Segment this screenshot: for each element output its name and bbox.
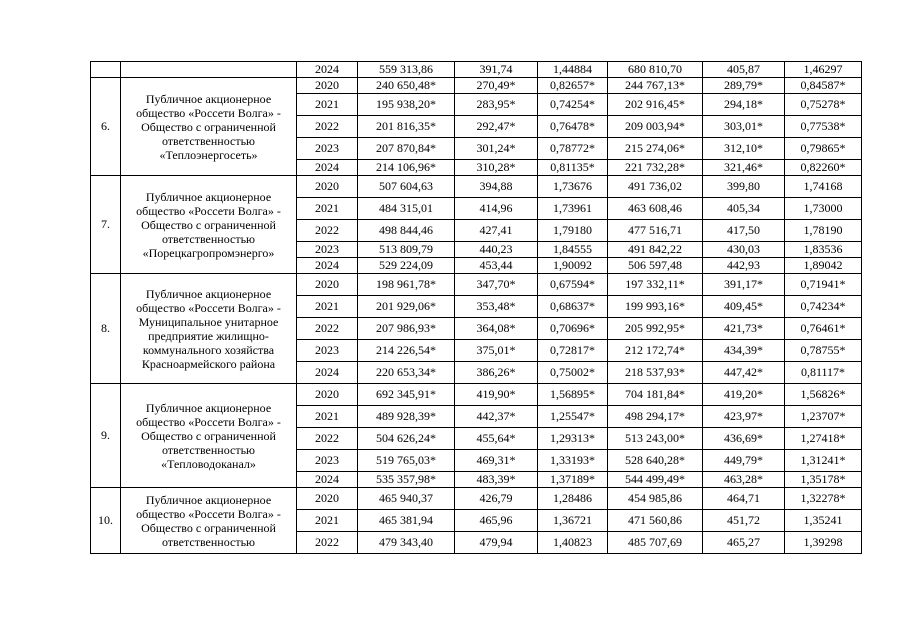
value-cell: 1,32278*: [785, 488, 862, 510]
row-number-cell: 9.: [91, 384, 121, 488]
value-cell: 1,27418*: [785, 428, 862, 450]
year-cell: 2020: [297, 78, 358, 94]
value-cell: 465 940,37: [358, 488, 455, 510]
value-cell: 0,68637*: [538, 296, 608, 318]
value-cell: 414,96: [455, 198, 538, 220]
value-cell: 303,01*: [703, 116, 785, 138]
year-cell: 2021: [297, 510, 358, 532]
value-cell: 301,24*: [455, 138, 538, 160]
value-cell: 347,70*: [455, 274, 538, 296]
value-cell: 391,74: [455, 62, 538, 78]
year-cell: 2024: [297, 472, 358, 488]
value-cell: 198 961,78*: [358, 274, 455, 296]
value-cell: 0,82260*: [785, 160, 862, 176]
value-cell: 419,20*: [703, 384, 785, 406]
value-cell: 451,72: [703, 510, 785, 532]
year-cell: 2021: [297, 198, 358, 220]
value-cell: 430,03: [703, 242, 785, 258]
value-cell: 504 626,24*: [358, 428, 455, 450]
row-number-cell: 8.: [91, 274, 121, 384]
value-cell: 1,89042: [785, 258, 862, 274]
organization-cell: Публичное акционерное общество «Россети Волга» - Общество с ограниченной ответственностью: [121, 488, 297, 554]
value-cell: 0,81117*: [785, 362, 862, 384]
value-cell: 0,84587*: [785, 78, 862, 94]
year-cell: 2020: [297, 488, 358, 510]
value-cell: 513 809,79: [358, 242, 455, 258]
value-cell: 0,79865*: [785, 138, 862, 160]
value-cell: 421,73*: [703, 318, 785, 340]
value-cell: 506 597,48: [608, 258, 703, 274]
value-cell: 436,69*: [703, 428, 785, 450]
value-cell: 1,83536: [785, 242, 862, 258]
value-cell: 455,64*: [455, 428, 538, 450]
value-cell: 1,36721: [538, 510, 608, 532]
value-cell: 1,31241*: [785, 450, 862, 472]
organization-cell: Публичное акционерное общество «Россети Волга» - Общество с ограниченной ответственностью «Тепловодоканал»: [121, 384, 297, 488]
value-cell: 0,71941*: [785, 274, 862, 296]
table-row: [91, 176, 862, 198]
value-cell: 491 736,02: [608, 176, 703, 198]
value-cell: 0,81135*: [538, 160, 608, 176]
value-cell: 270,49*: [455, 78, 538, 94]
value-cell: 1,73676: [538, 176, 608, 198]
value-cell: 364,08*: [455, 318, 538, 340]
value-cell: 1,56895*: [538, 384, 608, 406]
value-cell: 394,88: [455, 176, 538, 198]
value-cell: 0,75002*: [538, 362, 608, 384]
value-cell: 1,35178*: [785, 472, 862, 488]
value-cell: 498 294,17*: [608, 406, 703, 428]
value-cell: 479,94: [455, 532, 538, 554]
value-cell: 544 499,49*: [608, 472, 703, 488]
value-cell: 0,70696*: [538, 318, 608, 340]
value-cell: 391,17*: [703, 274, 785, 296]
value-cell: 1,25547*: [538, 406, 608, 428]
value-cell: 477 516,71: [608, 220, 703, 242]
value-cell: 0,82657*: [538, 78, 608, 94]
value-cell: 215 274,06*: [608, 138, 703, 160]
value-cell: 519 765,03*: [358, 450, 455, 472]
value-cell: 489 928,39*: [358, 406, 455, 428]
value-cell: 535 357,98*: [358, 472, 455, 488]
year-cell: 2022: [297, 220, 358, 242]
value-cell: 218 537,93*: [608, 362, 703, 384]
value-cell: 485 707,69: [608, 532, 703, 554]
value-cell: 454 985,86: [608, 488, 703, 510]
value-cell: 1,28486: [538, 488, 608, 510]
value-cell: 426,79: [455, 488, 538, 510]
value-cell: 529 224,09: [358, 258, 455, 274]
value-cell: 469,31*: [455, 450, 538, 472]
value-cell: 1,79180: [538, 220, 608, 242]
value-cell: 1,46297: [785, 62, 862, 78]
organization-cell: [121, 62, 297, 78]
value-cell: 1,78190: [785, 220, 862, 242]
value-cell: 507 604,63: [358, 176, 455, 198]
value-cell: 1,90092: [538, 258, 608, 274]
value-cell: 201 929,06*: [358, 296, 455, 318]
value-cell: 1,74168: [785, 176, 862, 198]
value-cell: 471 560,86: [608, 510, 703, 532]
value-cell: 310,28*: [455, 160, 538, 176]
value-cell: 292,47*: [455, 116, 538, 138]
table-row: [91, 384, 862, 406]
table-row: [91, 62, 862, 78]
row-number-cell: [91, 62, 121, 78]
value-cell: 0,77538*: [785, 116, 862, 138]
value-cell: 440,23: [455, 242, 538, 258]
year-cell: 2022: [297, 116, 358, 138]
value-cell: 484 315,01: [358, 198, 455, 220]
value-cell: 0,78755*: [785, 340, 862, 362]
value-cell: 465,27: [703, 532, 785, 554]
value-cell: 0,72817*: [538, 340, 608, 362]
table-row: [91, 274, 862, 296]
row-number-cell: 7.: [91, 176, 121, 274]
value-cell: 1,40823: [538, 532, 608, 554]
value-cell: 214 106,96*: [358, 160, 455, 176]
value-cell: 0,74234*: [785, 296, 862, 318]
value-cell: 453,44: [455, 258, 538, 274]
value-cell: 1,35241: [785, 510, 862, 532]
value-cell: 240 650,48*: [358, 78, 455, 94]
year-cell: 2023: [297, 242, 358, 258]
value-cell: 405,87: [703, 62, 785, 78]
value-cell: 464,71: [703, 488, 785, 510]
row-number-cell: 10.: [91, 488, 121, 554]
value-cell: 244 767,13*: [608, 78, 703, 94]
value-cell: 199 993,16*: [608, 296, 703, 318]
value-cell: 1,29313*: [538, 428, 608, 450]
year-cell: 2021: [297, 406, 358, 428]
year-cell: 2021: [297, 296, 358, 318]
value-cell: 375,01*: [455, 340, 538, 362]
value-cell: 528 640,28*: [608, 450, 703, 472]
value-cell: 212 172,74*: [608, 340, 703, 362]
value-cell: 491 842,22: [608, 242, 703, 258]
value-cell: 465,96: [455, 510, 538, 532]
year-cell: 2020: [297, 384, 358, 406]
value-cell: 463 608,46: [608, 198, 703, 220]
value-cell: 449,79*: [703, 450, 785, 472]
value-cell: 442,93: [703, 258, 785, 274]
year-cell: 2021: [297, 94, 358, 116]
value-cell: 463,28*: [703, 472, 785, 488]
value-cell: 1,37189*: [538, 472, 608, 488]
year-cell: 2022: [297, 428, 358, 450]
value-cell: 0,76478*: [538, 116, 608, 138]
year-cell: 2024: [297, 160, 358, 176]
value-cell: 321,46*: [703, 160, 785, 176]
value-cell: 202 916,45*: [608, 94, 703, 116]
value-cell: 1,73000: [785, 198, 862, 220]
table-row: [91, 488, 862, 510]
year-cell: 2023: [297, 450, 358, 472]
value-cell: 447,42*: [703, 362, 785, 384]
value-cell: 195 938,20*: [358, 94, 455, 116]
value-cell: 197 332,11*: [608, 274, 703, 296]
value-cell: 1,84555: [538, 242, 608, 258]
table-row: [91, 78, 862, 94]
value-cell: 221 732,28*: [608, 160, 703, 176]
value-cell: 680 810,70: [608, 62, 703, 78]
value-cell: 513 243,00*: [608, 428, 703, 450]
value-cell: 1,73961: [538, 198, 608, 220]
value-cell: 209 003,94*: [608, 116, 703, 138]
value-cell: 692 345,91*: [358, 384, 455, 406]
value-cell: 207 986,93*: [358, 318, 455, 340]
value-cell: 483,39*: [455, 472, 538, 488]
value-cell: 1,44884: [538, 62, 608, 78]
value-cell: 283,95*: [455, 94, 538, 116]
year-cell: 2024: [297, 62, 358, 78]
value-cell: 409,45*: [703, 296, 785, 318]
value-cell: 405,34: [703, 198, 785, 220]
value-cell: 704 181,84*: [608, 384, 703, 406]
organization-cell: Публичное акционерное общество «Россети Волга» - Муниципальное унитарное предприятие жилищно-коммунального хозяйства Красноармейского района: [121, 274, 297, 384]
value-cell: 0,78772*: [538, 138, 608, 160]
row-number-cell: 6.: [91, 78, 121, 176]
year-cell: 2024: [297, 258, 358, 274]
year-cell: 2020: [297, 176, 358, 198]
value-cell: 399,80: [703, 176, 785, 198]
value-cell: 479 343,40: [358, 532, 455, 554]
value-cell: 559 313,86: [358, 62, 455, 78]
organization-cell: Публичное акционерное общество «Россети Волга» - Общество с ограниченной ответственностью «Теплоэнергосеть»: [121, 78, 297, 176]
value-cell: 205 992,95*: [608, 318, 703, 340]
value-cell: 312,10*: [703, 138, 785, 160]
value-cell: 201 816,35*: [358, 116, 455, 138]
value-cell: 427,41: [455, 220, 538, 242]
organization-cell: Публичное акционерное общество «Россети Волга» - Общество с ограниченной ответственностью «Порецкагропромэнерго»: [121, 176, 297, 274]
value-cell: 1,39298: [785, 532, 862, 554]
value-cell: 386,26*: [455, 362, 538, 384]
value-cell: 434,39*: [703, 340, 785, 362]
value-cell: 0,74254*: [538, 94, 608, 116]
year-cell: 2023: [297, 340, 358, 362]
value-cell: 1,33193*: [538, 450, 608, 472]
value-cell: 498 844,46: [358, 220, 455, 242]
value-cell: 417,50: [703, 220, 785, 242]
value-cell: 0,67594*: [538, 274, 608, 296]
value-cell: 465 381,94: [358, 510, 455, 532]
value-cell: 1,23707*: [785, 406, 862, 428]
year-cell: 2022: [297, 318, 358, 340]
value-cell: 423,97*: [703, 406, 785, 428]
value-cell: 1,56826*: [785, 384, 862, 406]
value-cell: 0,76461*: [785, 318, 862, 340]
value-cell: 207 870,84*: [358, 138, 455, 160]
year-cell: 2020: [297, 274, 358, 296]
tariff-table: [90, 61, 862, 554]
value-cell: 220 653,34*: [358, 362, 455, 384]
year-cell: 2024: [297, 362, 358, 384]
value-cell: 0,75278*: [785, 94, 862, 116]
value-cell: 214 226,54*: [358, 340, 455, 362]
value-cell: 419,90*: [455, 384, 538, 406]
value-cell: 294,18*: [703, 94, 785, 116]
value-cell: 353,48*: [455, 296, 538, 318]
year-cell: 2022: [297, 532, 358, 554]
value-cell: 442,37*: [455, 406, 538, 428]
year-cell: 2023: [297, 138, 358, 160]
value-cell: 289,79*: [703, 78, 785, 94]
